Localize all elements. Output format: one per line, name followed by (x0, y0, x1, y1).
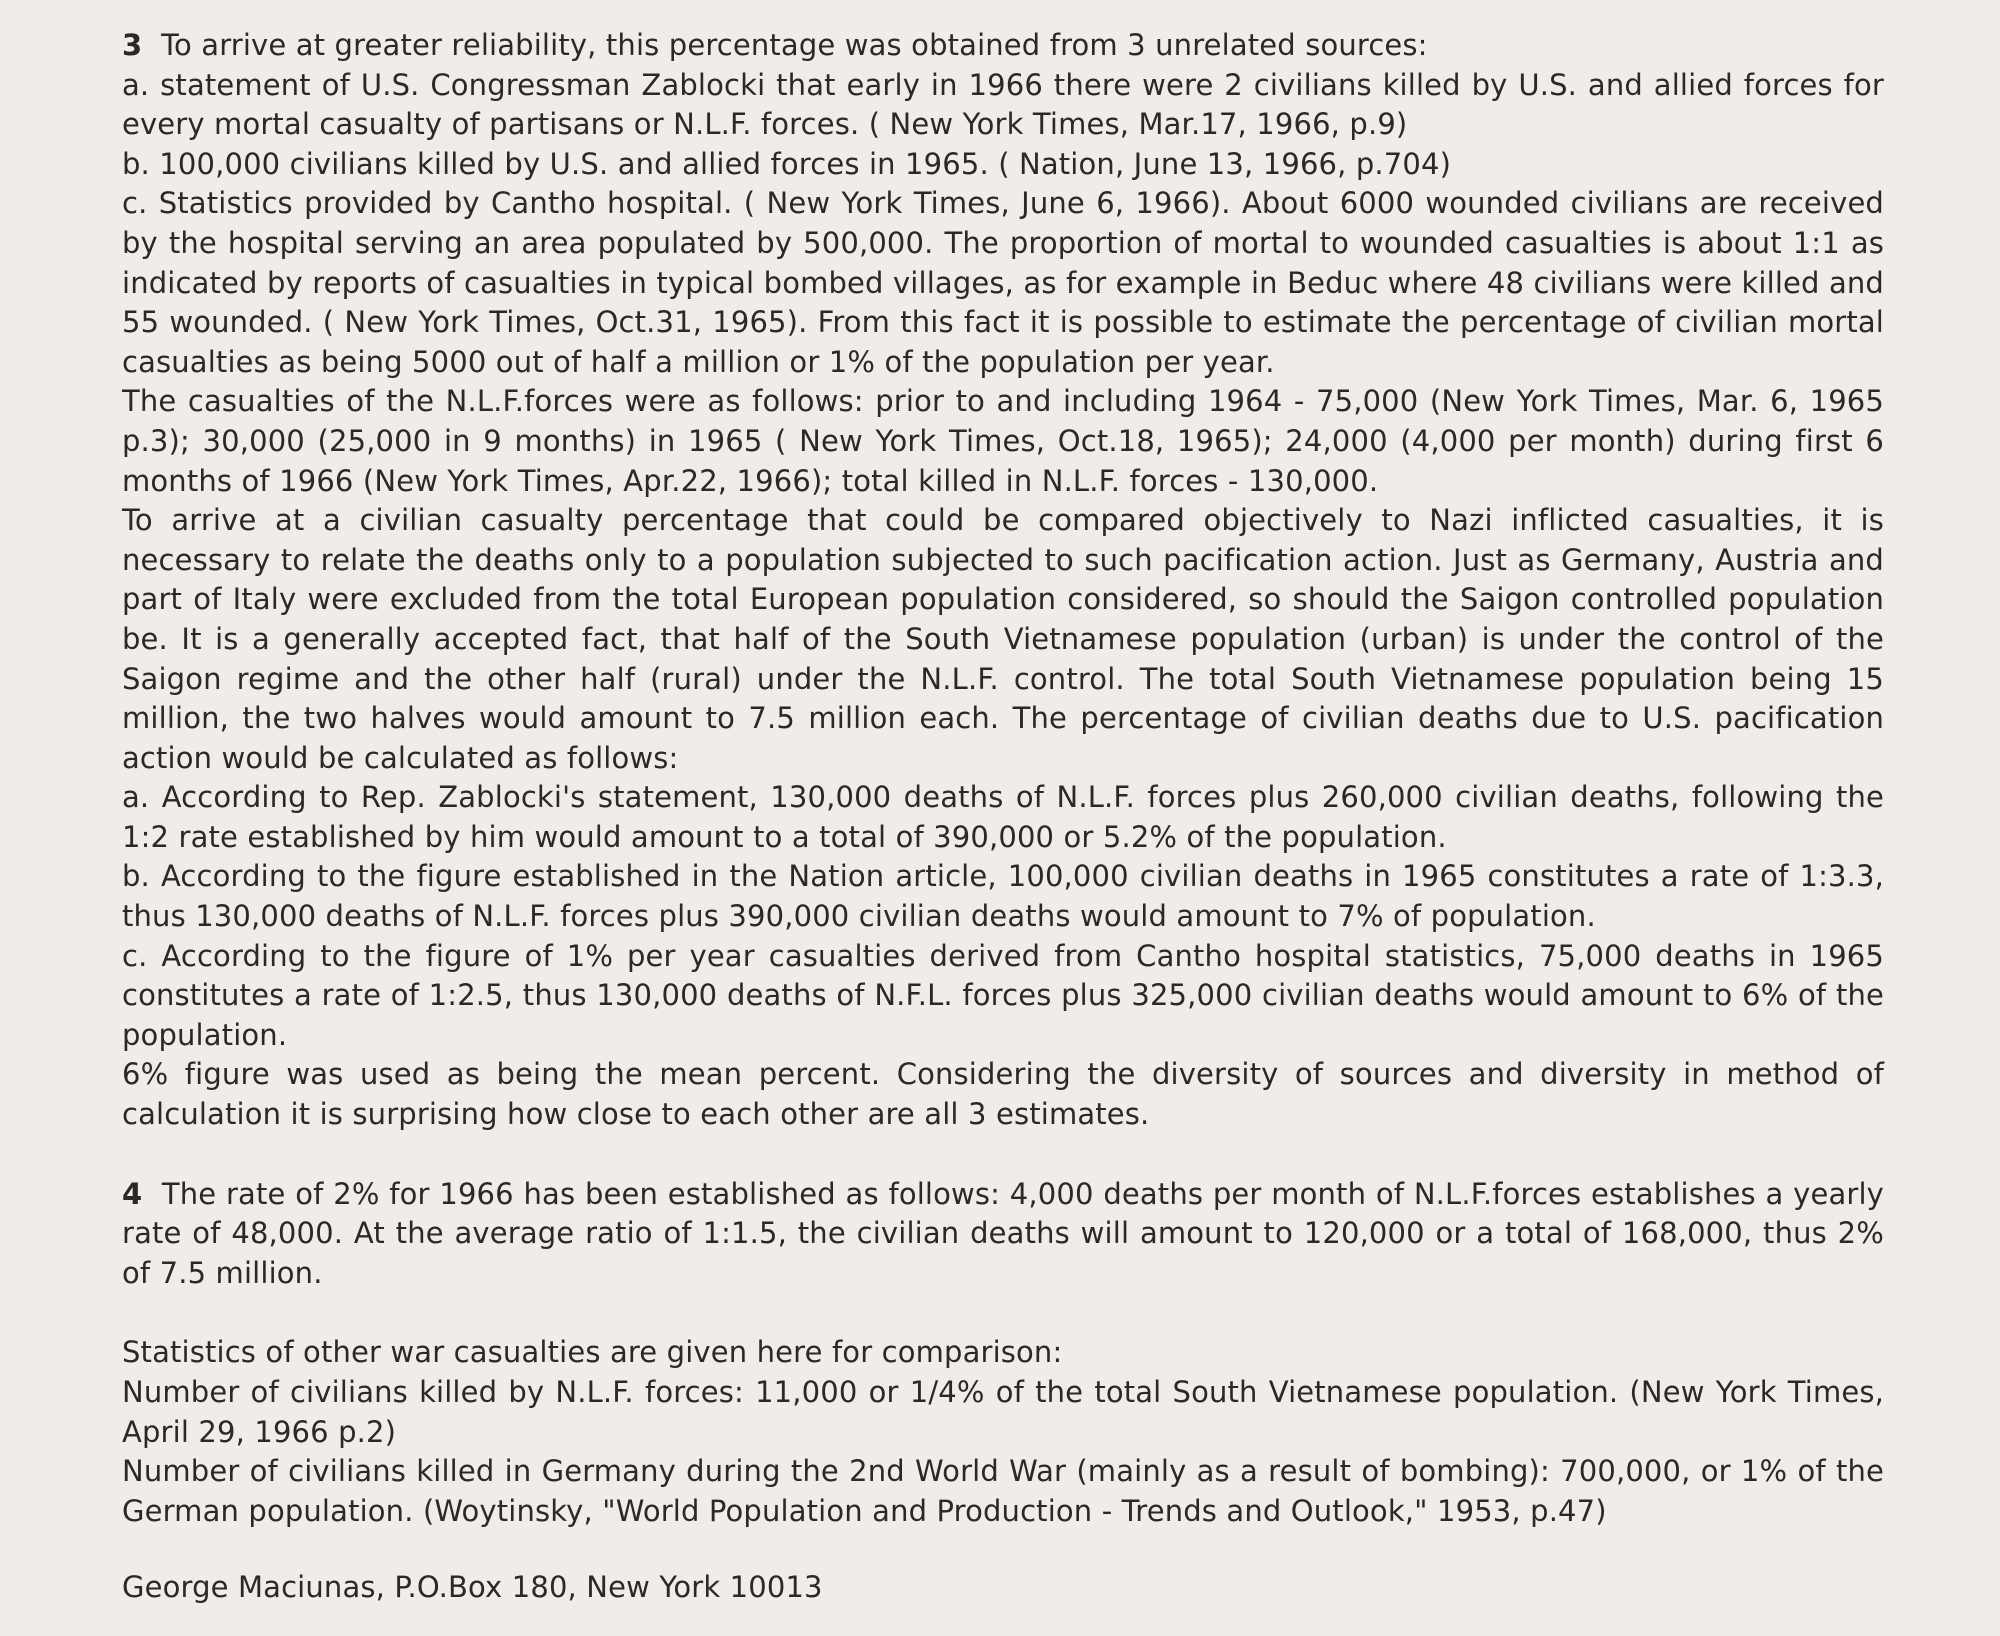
footnote-4 (122, 1175, 1884, 1294)
calculation-b: b. According to the figure established in the Nation article, 100,000 civilian deaths in 1965 constitutes a rate of 1:3.3, thus 130,000 deaths of N.L.F. forces plus 390,000 civilian deaths would amount to 7% of population. (122, 859, 1884, 934)
comparison-section (122, 1333, 1884, 1531)
nlf-casualties-paragraph: The casualties of the N.L.F.forces were as follows: prior to and including 1964 - 75,000 (New York Times, Mar. 6, 1965 p.3); 30,000 (25,000 in 9 months) in 1965 ( New York Times, Oct.18, 1965); 24,000 (4,000 per month) during first 6 months of 1966 (New York Times, Apr.22, 1966); total killed in N.L.F. forces - 130,000. (122, 384, 1884, 498)
spacer (122, 1135, 1884, 1175)
footnote-4-body: The rate of 2% for 1966 has been established as follows: 4,000 deaths per month of N.L.F.forces establishes a yearly rate of 48,000. At the average ratio of 1:1.5, the civilian deaths will amount to 120,000 or a total of 168,000, thus 2% of 7.5 million. (122, 1176, 1884, 1290)
footnote-number: 3 (122, 28, 143, 62)
nlf-civilians-killed: Number of civilians killed by N.L.F. forces: 11,000 or 1/4% of the total South Vietnamese population. (New York Times, April 29, 1966 p.2) (122, 1375, 1884, 1449)
author-signature-address: George Maciunas, P.O.Box 180, New York 10013 (122, 1570, 823, 1605)
footnote-3 (122, 26, 1884, 1135)
footnote-number: 4 (122, 1176, 143, 1211)
conclusion-paragraph: 6% figure was used as being the mean percent. Considering the diversity of sources and diversity in method of calculation it is surprising how close to each other are all 3 estimates. (122, 1057, 1884, 1132)
source-a: a. statement of U.S. Congressman Zablocki that early in 1966 there were 2 civilians killed by U.S. and allied forces for every mortal casualty of partisans or N.L.F. forces. ( New York Times, Mar.17, 1966, p.9) (122, 67, 1884, 142)
source-b: b. 100,000 civilians killed by U.S. and allied forces in 1965. ( Nation, June 13, 1966, p.704) (122, 146, 1452, 181)
method-paragraph: To arrive at a civilian casualty percentage that could be compared objectively to Nazi inflicted casualties, it is necessary to relate the deaths only to a population subjected to such pacification action. Just as Germany, Austria and part of Italy were excluded from the total European population considered, so should the Saigon controlled population be. It is a generally accepted fact, that half of the South Vietnamese population (urban) is under the control of the Saigon regime and the other half (rural) under the N.L.F. control. The total South Vietnamese population being 15 million, the two halves would amount to 7.5 million each. The percentage of civilian deaths due to U.S. pacification action would be calculated as follows: (122, 503, 1884, 775)
footnote-4-text (122, 1175, 1884, 1294)
footnote-3-intro (122, 26, 1884, 66)
calculation-c: c. According to the figure of 1% per year casualties derived from Cantho hospital statistics, 75,000 deaths in 1965 constitutes a rate of 1:2.5, thus 130,000 deaths of N.F.L. forces plus 325,000 civilian deaths would amount to 6% of the population. (122, 938, 1884, 1052)
spacer (122, 1293, 1884, 1333)
source-c: c. Statistics provided by Cantho hospital. ( New York Times, June 6, 1966). About 6000 wounded civilians are received by the hospital serving an area populated by 500,000. The proportion of mortal to wounded casualties is about 1:1 as indicated by reports of casualties in typical bombed villages, as for example in Beduc where 48 civilians were killed and 55 wounded. ( New York Times, Oct.31, 1965). From this fact it is possible to estimate the percentage of civilian mortal casualties as being 5000 out of half a million or 1% of the population per year. (122, 186, 1884, 379)
calculation-a: a. According to Rep. Zablocki's statement, 130,000 deaths of N.L.F. forces plus 260,000 civilian deaths, following the 1:2 rate established by him would amount to a total of 390,000 or 5.2% of the population. (122, 780, 1884, 854)
footnote-3-intro-text: To arrive at greater reliability, this percentage was obtained from 3 unrelated sources: (161, 28, 1428, 62)
spacer (122, 1531, 1884, 1568)
germany-civilians-killed: Number of civilians killed in Germany during the 2nd World War (mainly as a result of bombing): 700,000, or 1% of the German population. (Woytinsky, "World Population and Production - Trends and Outlook," 1953, p.47) (122, 1454, 1884, 1528)
comparison-heading: Statistics of other war casualties are given here for comparison: (122, 1335, 1063, 1370)
